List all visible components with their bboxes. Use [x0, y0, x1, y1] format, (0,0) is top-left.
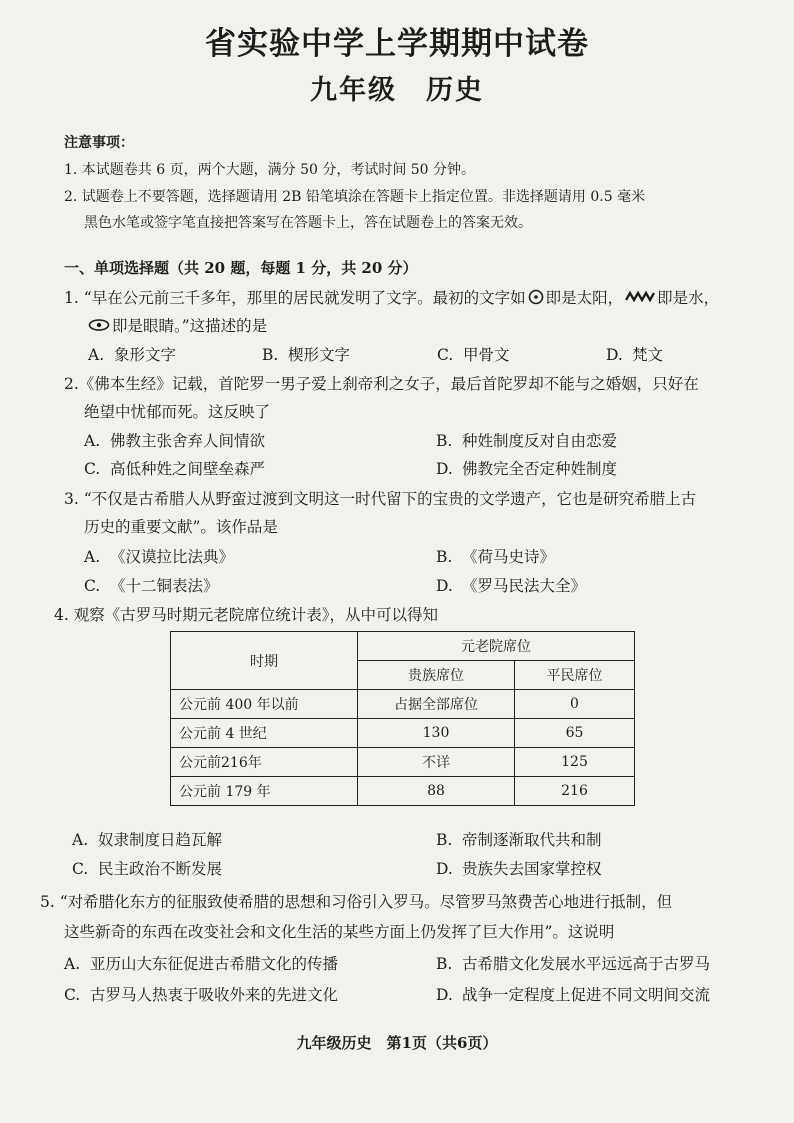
question-5-option-b: B. 古希腊文化发展水平远远高于古罗马: [436, 955, 711, 973]
question-5-option-a: A. 亚历山大东征促进古希腊文化的传播: [64, 955, 339, 973]
question-3-line-1: 3. “不仅是古希腊人从野蛮过渡到文明这一时代留下的宝贵的文学遗产，它也是研究希腊上古: [64, 490, 697, 508]
question-1-text-c: 即是水，: [657, 289, 720, 307]
notice-item-2-line-2: 黑色水笔或签字笔直接把答案写在答题卡上，答在试题卷上的答案无效。: [84, 215, 532, 231]
section-heading: 一、单项选择题（共 20 题，每题 1 分，共 20 分）: [64, 259, 418, 277]
table-row: [171, 748, 635, 777]
table-row: [171, 719, 635, 748]
question-5-line-2: 这些新奇的东西在改变社会和文化生活的某些方面上仍发挥了巨大作用”。这说明: [64, 923, 615, 941]
page-subtitle: 九年级 历史: [310, 75, 484, 106]
table-header-group: 元老院席位: [358, 632, 635, 661]
question-3-option-b: B. 《荷马史诗》: [436, 548, 556, 566]
question-4-option-c: C. 民主政治不断发展: [72, 860, 223, 878]
question-2-option-d: D. 佛教完全否定种姓制度: [436, 460, 618, 478]
table-cell-noble: 占据全部席位: [358, 690, 515, 719]
question-1-option-c: C. 甲骨文: [437, 346, 510, 364]
table-cell-plebeian: 125: [515, 748, 635, 777]
table-cell-noble: 130: [358, 719, 515, 748]
question-2-option-a: A. 佛教主张舍弃人间情欲: [84, 432, 266, 450]
question-5-option-c: C. 古罗马人热衷于吸收外来的先进文化: [64, 986, 339, 1004]
notice-item-1: 1. 本试题卷共 6 页，两个大题，满分 50 分，考试时间 50 分钟。: [64, 162, 476, 178]
question-3-option-a: A. 《汉谟拉比法典》: [84, 548, 235, 566]
table-cell-noble: 88: [358, 777, 515, 806]
table-cell-noble: 不详: [358, 748, 515, 777]
question-2-option-c: C. 高低种姓之间壁垒森严: [84, 460, 266, 478]
page-title: 省实验中学上学期期中试卷: [205, 26, 589, 62]
table-cell-period: 公元前 400 年以前: [171, 690, 358, 719]
water-glyph-icon: [625, 290, 655, 308]
table-cell-plebeian: 0: [515, 690, 635, 719]
question-3-option-d: D. 《罗马民法大全》: [436, 577, 587, 595]
sun-glyph-icon: [528, 289, 544, 309]
table-cell-period: 公元前 4 世纪: [171, 719, 358, 748]
table-header-row: [171, 632, 635, 661]
question-2-line-2: 绝望中忧郁而死。这反映了: [84, 403, 271, 421]
question-3-line-2: 历史的重要文献”。该作品是: [84, 518, 278, 536]
table-header-period: 时期: [171, 632, 358, 690]
eye-glyph-icon: [88, 318, 110, 336]
question-1-line-1: [64, 286, 719, 309]
senate-seats-table: [170, 631, 635, 806]
question-4-line-1: 4. 观察《古罗马时期元老院席位统计表》，从中可以得知: [54, 606, 438, 624]
table-cell-plebeian: 216: [515, 777, 635, 806]
table-cell-period: 公元前216年: [171, 748, 358, 777]
table-cell-period: 公元前 179 年: [171, 777, 358, 806]
page-footer: 九年级历史 第1页（共6页）: [296, 1034, 498, 1052]
question-4-option-d: D. 贵族失去国家掌控权: [436, 860, 602, 878]
notice-item-2-line-1: 2. 试题卷上不要答题，选择题请用 2B 铅笔填涂在答题卡上指定位置。非选择题请用 0.5 毫米: [64, 189, 646, 205]
question-4-option-a: A. 奴隶制度日趋瓦解: [72, 831, 223, 849]
question-1-text-d: 即是眼睛。”这描述的是: [112, 317, 268, 335]
question-5-option-d: D. 战争一定程度上促进不同文明间交流: [436, 986, 711, 1004]
question-2-option-b: B. 种姓制度反对自由恋爱: [436, 432, 618, 450]
question-5-line-1: 5. “对希腊化东方的征服致使希腊的思想和习俗引入罗马。尽管罗马煞费苦心地进行抵制，但: [40, 893, 673, 911]
question-4-option-b: B. 帝制逐渐取代共和制: [436, 831, 602, 849]
table-cell-plebeian: 65: [515, 719, 635, 748]
question-1-text-b: 即是太阳，: [545, 289, 624, 307]
question-1-option-d: D. 梵文: [606, 346, 664, 364]
question-1-text-a: 1. “早在公元前三千多年，那里的居民就发明了文字。最初的文字如: [64, 289, 526, 307]
question-1-line-2: [86, 314, 267, 336]
question-2-line-1: 2.《佛本生经》记载，首陀罗一男子爱上刹帝利之女子，最后首陀罗却不能与之婚姻，只好在: [64, 375, 699, 393]
table-row: [171, 777, 635, 806]
table-header-plebeian: 平民席位: [515, 661, 635, 690]
table-header-noble: 贵族席位: [358, 661, 515, 690]
question-3-option-c: C. 《十二铜表法》: [84, 577, 219, 595]
table-row: [171, 690, 635, 719]
notice-heading: 注意事项：: [64, 135, 134, 151]
question-1-option-a: A. 象形文字: [88, 346, 177, 364]
question-1-option-b: B. 楔形文字: [262, 346, 351, 364]
